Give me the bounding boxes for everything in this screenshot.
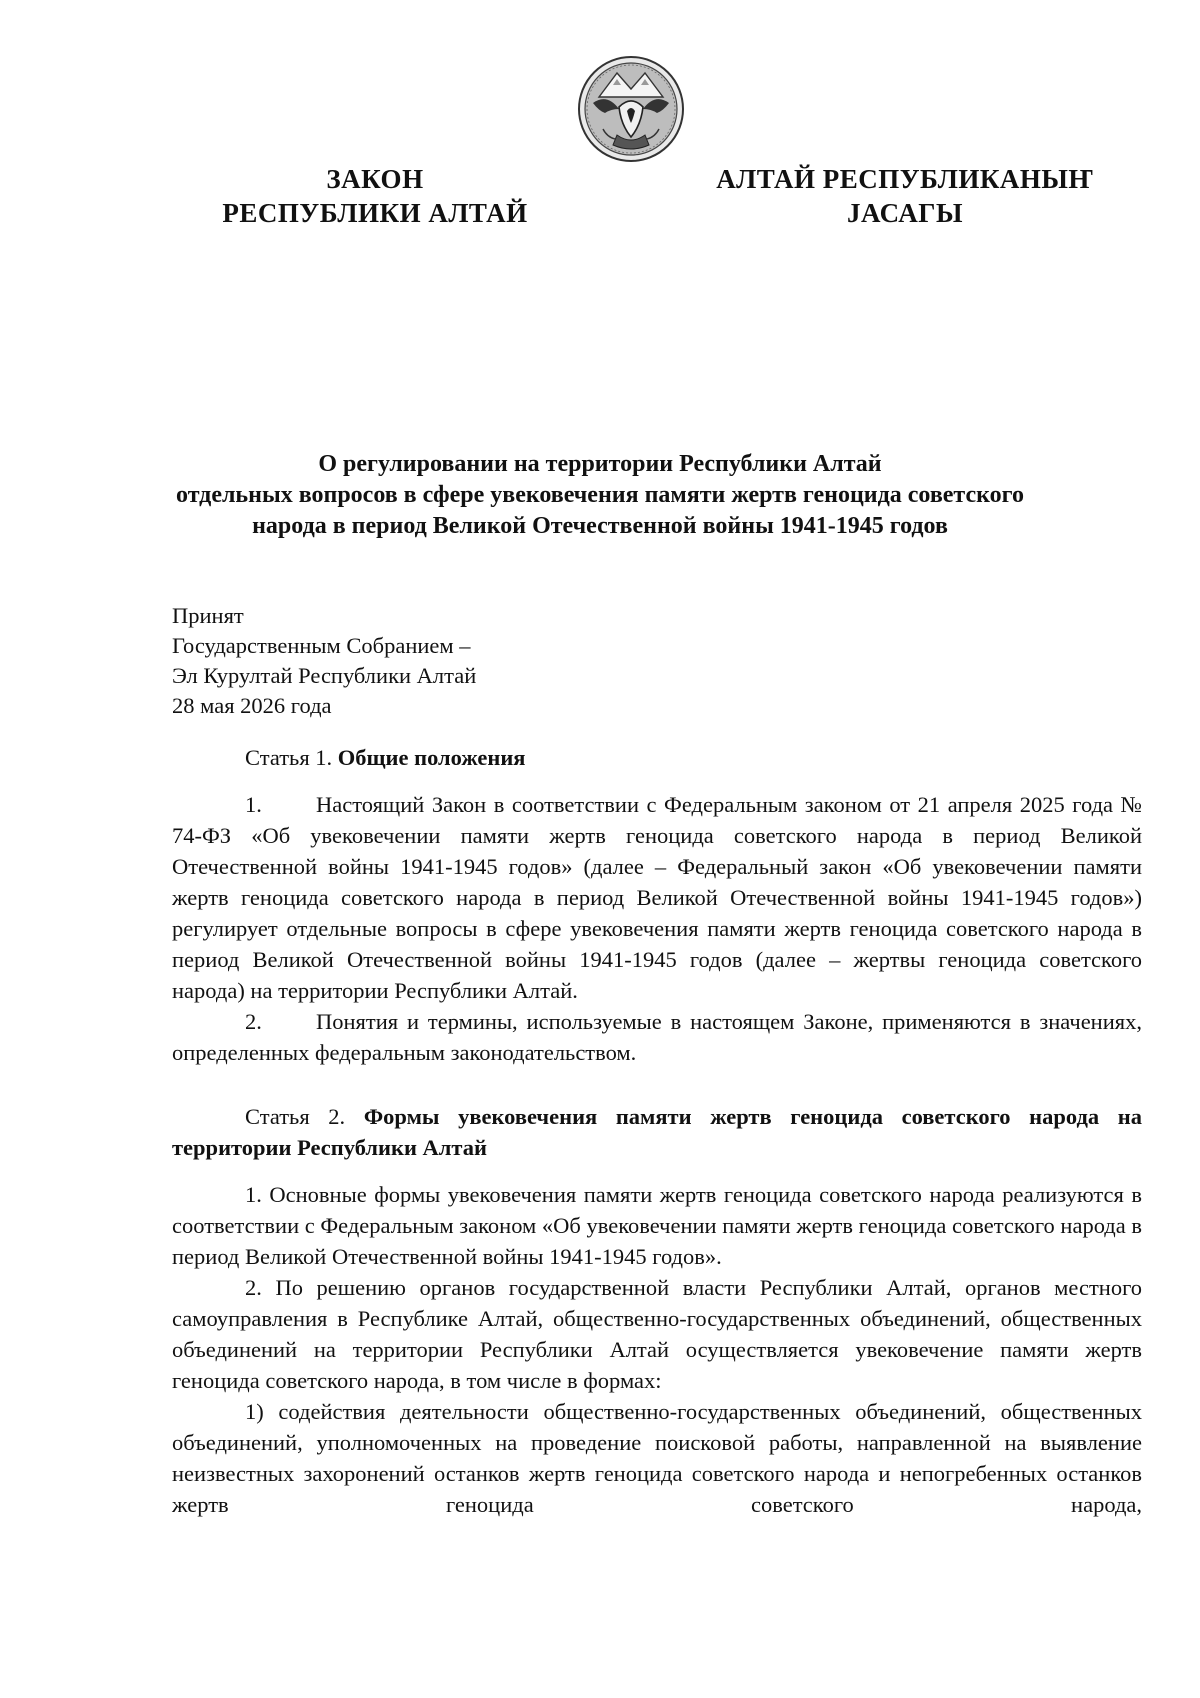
article-1-paragraph-1-number: 1.	[245, 792, 262, 817]
article-2-label: Статья 2.	[245, 1104, 346, 1129]
law-header-russian	[210, 162, 540, 230]
article-1-paragraph-1	[172, 789, 1142, 1006]
law-header-altai-line1: АЛТАЙ РЕСПУБЛИКАНЫҤ	[716, 164, 1094, 194]
article-1-paragraph-2-number: 2.	[245, 1009, 262, 1034]
article-2-heading	[172, 1101, 1142, 1163]
law-title-line3: народа в период Великой Отечественной войны 1941-1945 годов	[252, 513, 948, 539]
article-1-paragraph-2	[172, 1006, 1142, 1068]
law-header-russian-line1: ЗАКОН	[326, 164, 424, 194]
article-2-paragraph-1: 1. Основные формы увековечения памяти жертв геноцида советского народа реализуются в соответствии с Федеральным законом «Об увековечении памяти жертв геноцида советского народа в период Великой Отечественной войны 1941-1945 годов».	[172, 1182, 1142, 1269]
adoption-line2: Государственным Собранием –	[172, 633, 471, 658]
article-1-paragraph-1-text: Настоящий Закон в соответствии с Федеральным законом от 21 апреля 2025 года № 74-ФЗ «Об увековечении памяти жертв геноцида советского народа в период Великой Отечественной войны 1941-1945 годов» (далее – Федеральный закон «Об увековечении памяти жертв геноцида советского народа в период Великой Отечественной войны 1941-1945 годов») регулирует отдельные вопросы в сфере увековечения памяти жертв геноцида советского народа в период Великой Отечественной войны 1941-1945 годов (далее – жертвы геноцида советского народа) на территории Республики Алтай.	[172, 792, 1142, 1003]
adoption-note	[172, 601, 1142, 721]
article-2-paragraph-2: 2. По решению органов государственной власти Республики Алтай, органов местного самоуправления в Республике Алтай, общественно-государственных объединений, общественных объединений на территории Республики Алтай осуществляется увековечение памяти жертв геноцида советского народа, в том числе в формах:	[172, 1275, 1142, 1393]
law-header-altai	[700, 162, 1110, 230]
article-2-title: Формы увековечения памяти жертв геноцида советского народа на территории Республики Алтай	[172, 1104, 1142, 1160]
article-1	[172, 742, 1142, 1068]
article-1-paragraph-2-text: Понятия и термины, используемые в настоящем Законе, применяются в значениях, определенных федеральным законодательством.	[172, 1009, 1142, 1065]
article-1-label: Статья 1.	[245, 745, 333, 770]
adoption-line3: Эл Курултай Республики Алтай	[172, 663, 477, 688]
adoption-date: 28 мая 2026 года	[172, 693, 332, 718]
law-header-russian-line2: РЕСПУБЛИКИ АЛТАЙ	[222, 198, 528, 228]
republic-altai-emblem-icon	[577, 53, 685, 167]
article-1-title: Общие положения	[337, 745, 526, 770]
article-1-heading	[172, 742, 1142, 773]
adoption-line1: Принят	[172, 603, 244, 628]
law-title-line1: О регулировании на территории Республики Алтай	[318, 451, 882, 477]
article-2-item-1: 1) содействия деятельности общественно-государственных объединений, общественных объединений, уполномоченных на проведение поисковой работы, направленной на выявление неизвестных захоронений останков жертв геноцида советского народа и непогребенных останков жертв геноцида советского народа,	[172, 1399, 1142, 1517]
article-2	[172, 1101, 1142, 1520]
law-header-altai-line2: ЈАСАГЫ	[847, 198, 963, 228]
law-title	[150, 449, 1050, 542]
law-title-line2: отдельных вопросов в сфере увековечения памяти жертв геноцида советского	[176, 482, 1024, 508]
